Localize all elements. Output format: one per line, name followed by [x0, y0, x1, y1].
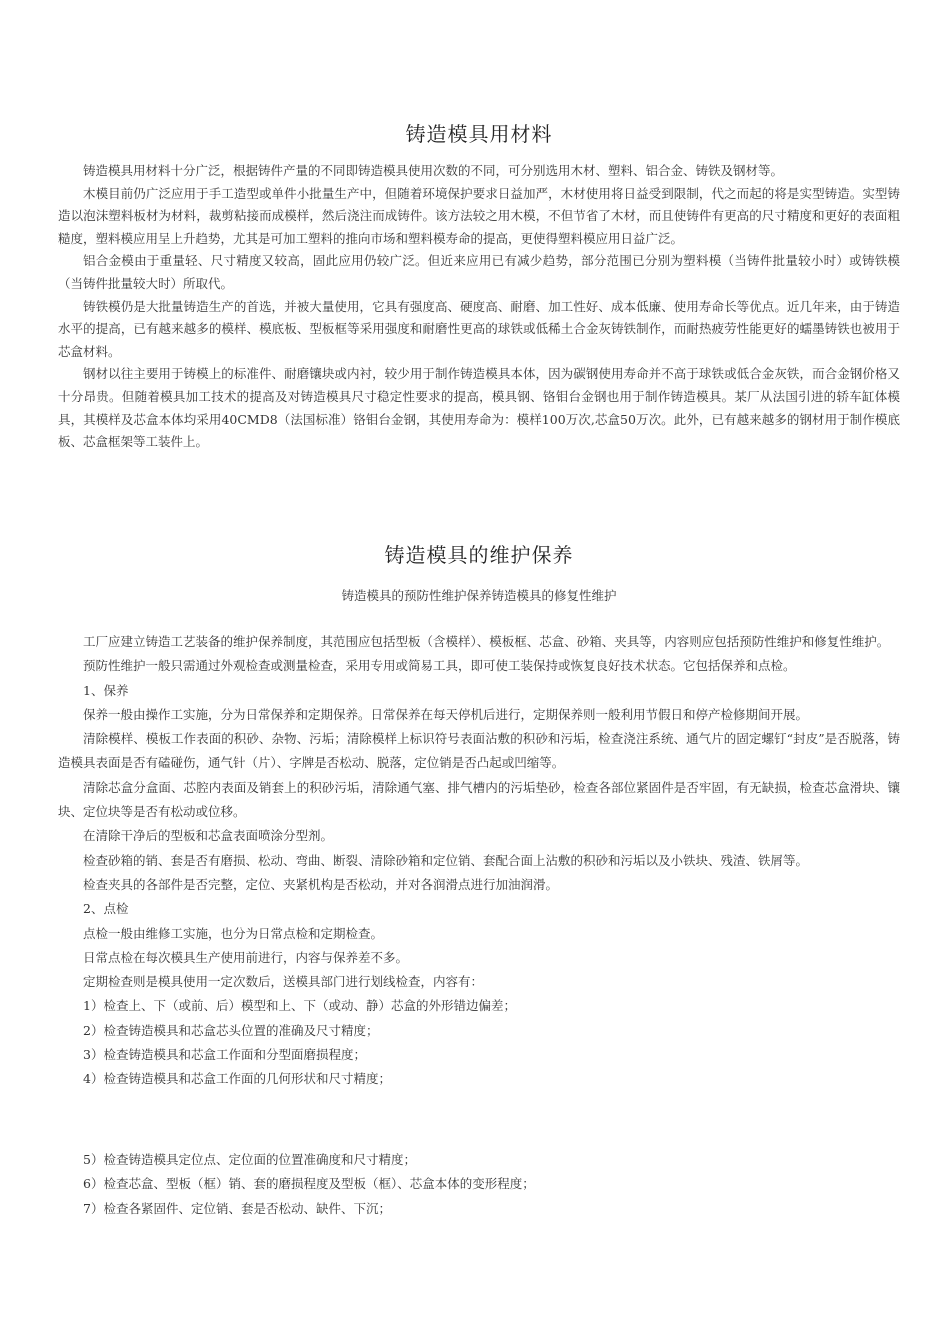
list-item: 2）检查铸造模具和芯盒芯头位置的准确及尺寸精度；: [83, 1022, 379, 1038]
paragraph: 铸铁模仍是大批量铸造生产的首选，并被大量使用，它具有强度高、硬度高、耐磨、加工性好、成本低廉、使用寿命长等优点。近几年来，由于铸造水平的提高，已有越来越多的模样、模底板、型板框等采用强度和耐磨性更高的球铁或低稀土合金灰铸铁制作，而耐热疲劳性能更好的蠕墨铸铁也被用于芯盒材料。: [58, 298, 900, 359]
section2-body: [58, 630, 900, 1092]
paragraph: 检查砂箱的销、套是否有磨损、松动、弯曲、断裂、清除砂箱和定位销、套配合面上沾敷的积砂和污垢以及小铁块、残渣、铁屑等。: [83, 852, 809, 868]
list-heading: 2、点检: [83, 901, 129, 917]
paragraph: 点检一般由维修工实施，也分为日常点检和定期检查。: [83, 925, 384, 941]
section2-list-continued: [58, 1148, 900, 1221]
list-item: 1）检查上、下（或前、后）模型和上、下（或动、静）芯盒的外形错边偏差；: [83, 998, 516, 1014]
paragraph: 保养一般由操作工实施，分为日常保养和定期保养。日常保养在每天停机后进行，定期保养则一般利用节假日和停产检修期间开展。: [83, 706, 809, 722]
paragraph: 清除芯盒分盒面、芯腔内表面及销套上的积砂污垢，清除通气塞、排气槽内的污垢垫砂，检查各部位紧固件是否牢固，有无缺损，检查芯盒滑块、镶块、定位块等是否有松动或位移。: [58, 779, 900, 820]
paragraph: 日常点检在每次模具生产使用前进行，内容与保养差不多。: [83, 949, 409, 965]
paragraph: 工厂应建立铸造工艺装备的维护保养制度，其范围应包括型板（含模样）、模板框、芯盒、砂箱、夹具等，内容则应包括预防性维护和修复性维护。: [83, 634, 890, 649]
paragraph: 铸造模具用材料十分广泛，根据铸件产量的不同即铸造模具使用次数的不同，可分别选用木材、塑料、铝合金、铸铁及钢材等。: [83, 163, 784, 178]
paragraph: 检查夹具的各部件是否完整，定位、夹紧机构是否松动，并对各润滑点进行加油润滑。: [83, 876, 559, 892]
section1-title: 铸造模具用材料: [405, 122, 553, 146]
list-item: 4）检查铸造模具和芯盒工作面的几何形状和尺寸精度；: [83, 1071, 391, 1087]
list-item: 5）检查铸造模具定位点、定位面的位置准确度和尺寸精度；: [83, 1152, 416, 1167]
list-item: 7）检查各紧固件、定位销、套是否松动、缺件、下沉；: [83, 1200, 391, 1216]
list-heading: 1、保养: [83, 682, 129, 698]
paragraph: 预防性维护一般只需通过外观检查或测量检查，采用专用或简易工具，即可使工装保持或恢复良好技术状态。它包括保养和点检。: [83, 658, 796, 674]
list-item: 6）检查芯盒、型板（框）销、套的磨损程度及型板（框）、芯盒本体的变形程度；: [83, 1176, 535, 1192]
section2-subtitle: 铸造模具的预防性维护保养铸造模具的修复性维护: [341, 588, 617, 603]
section2-title: 铸造模具的维护保养: [384, 543, 574, 567]
paragraph: 在清除干净后的型板和芯盒表面喷涂分型剂。: [83, 828, 334, 844]
list-item: 3）检查铸造模具和芯盒工作面和分型面磨损程度；: [83, 1047, 366, 1063]
paragraph: 钢材以往主要用于铸模上的标准件、耐磨镶块或内衬，较少用于制作铸造模具本体，因为碳钢使用寿命并不高于球铁或低合金灰铁，而合金钢价格又十分昂贵。但随着模具加工技术的提高及对铸造模具尺寸稳定性要求的提高，模具钢、铬钼台金钢也用于制作铸造模具。某厂从法国引进的轿车缸体模具，其模样及芯盒本体均采用40CMD8（法国标准）铬钼台金钢，其使用寿命为：模样100万次,芯盒50万次。此外，已有越来越多的钢材用于制作模底板、芯盒框架等工装件上。: [58, 366, 900, 450]
section1-body: [58, 160, 900, 454]
paragraph: 铝合金模由于重量轻、尺寸精度又较高，固此应用仍较广泛。但近来应用已有减少趋势，部分范围已分别为塑料模（当铸件批量较小时）或铸铁模（当铸件批量较大时）所取代。: [58, 253, 900, 291]
paragraph: 清除模样、模板工作表面的积砂、杂物、污垢；清除模样上标识符号表面沾敷的积砂和污垢，检查浇注系统、通气片的固定螺钉“封皮”是否脱落，铸造模具表面是否有磕碰伤，通气针（片）、字牌是否松动、脱落，定位销是否凸起或凹缩等。: [58, 731, 900, 771]
paragraph: 木模目前仍广泛应用于手工造型或单件小批量生产中，但随着环境保护要求日益加严，木材使用将日益受到限制，代之而起的将是实型铸造。实型铸造以泡沫塑料板材为材料，裁剪粘接而成模样，然后浇注而成铸件。该方法较之用木模，不但节省了木材，而且使铸件有更高的尺寸精度和更好的表面粗糙度，塑料模应用呈上升趋势，尤其是可加工塑料的推向市场和塑料模寿命的提高，更使得塑料模应用日益广泛。: [58, 185, 900, 246]
paragraph: 定期检查则是模具使用一定次数后，送模具部门进行划线检查，内容有：: [83, 974, 484, 990]
